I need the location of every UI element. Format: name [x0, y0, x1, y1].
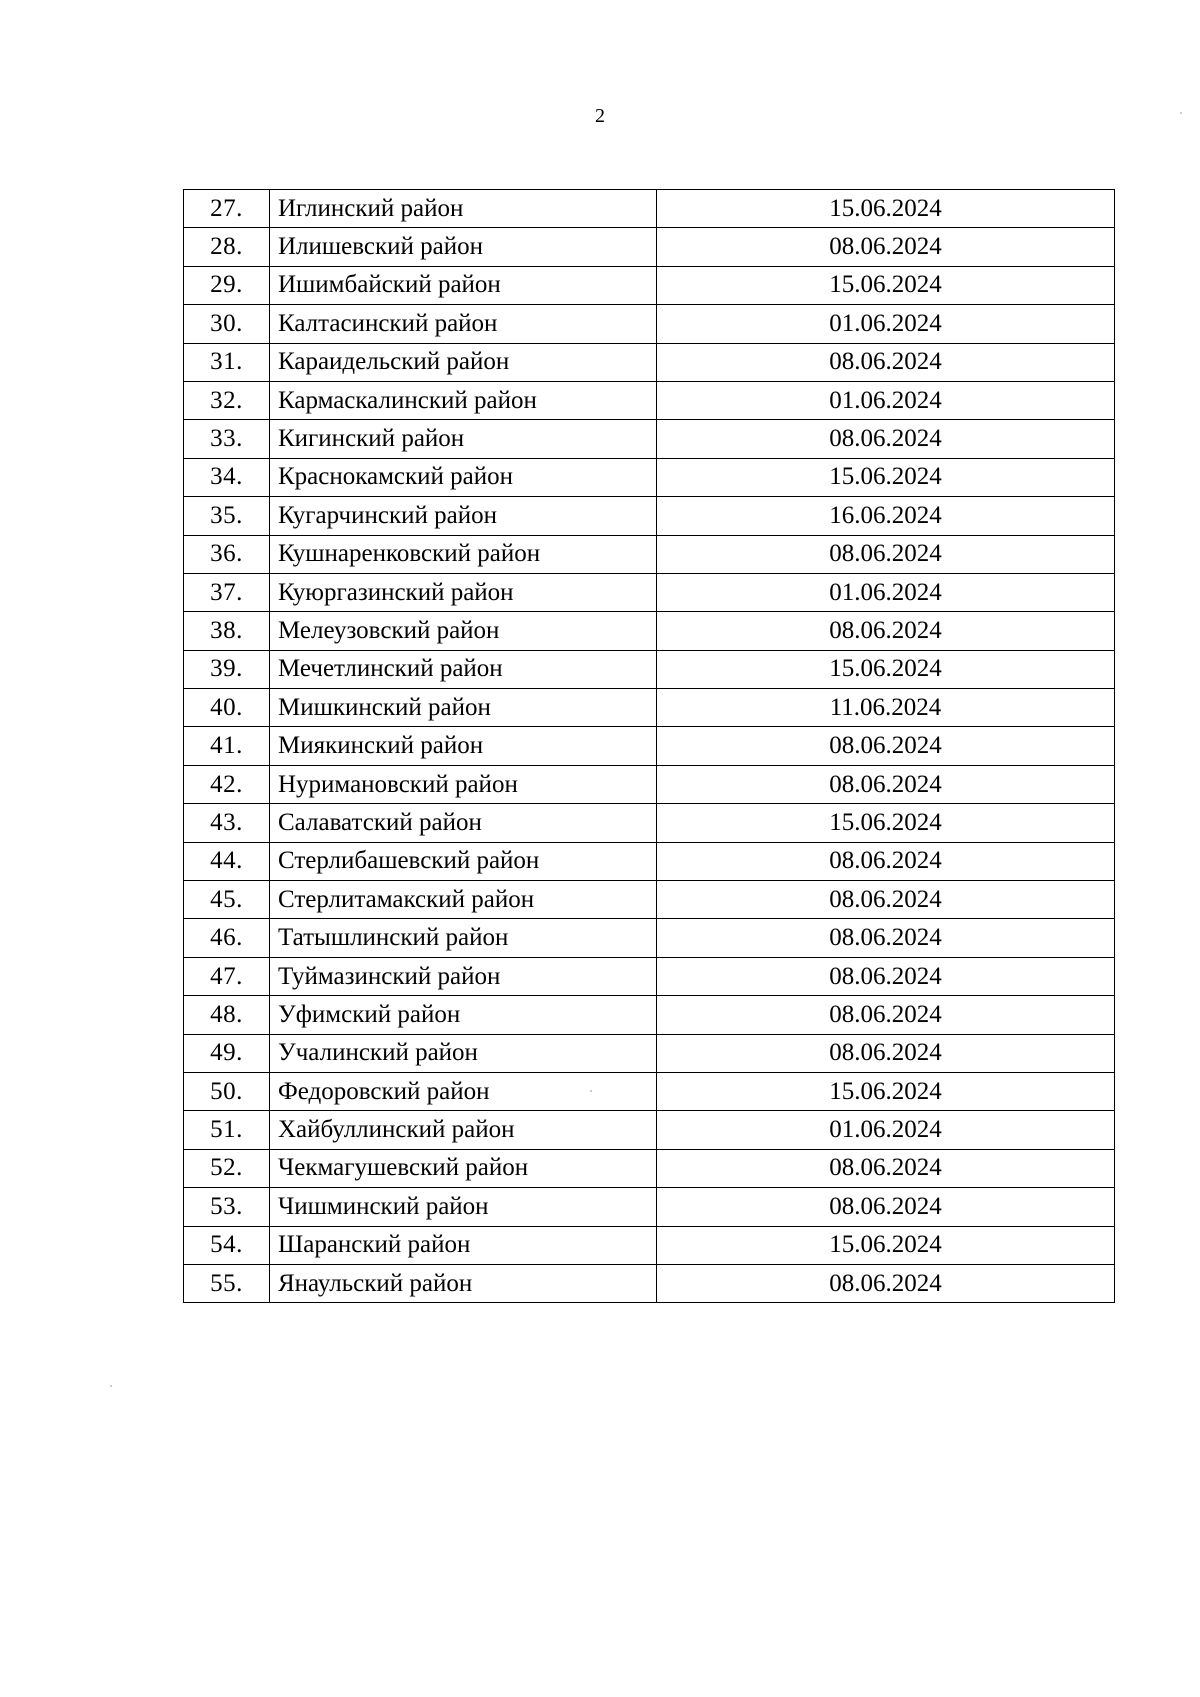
district-name: Чишминский район [270, 1188, 657, 1226]
district-name: Мишкинский район [270, 689, 657, 727]
row-number: 35. [184, 497, 270, 535]
district-name: Янаульский район [270, 1264, 657, 1302]
event-date: 15.06.2024 [657, 458, 1115, 496]
page-number: 2 [595, 105, 605, 127]
table-row [184, 919, 1115, 957]
event-date: 08.06.2024 [657, 765, 1115, 803]
district-name: Миякинский район [270, 727, 657, 765]
district-name: Шаранский район [270, 1226, 657, 1264]
table-row [184, 1264, 1115, 1302]
row-number: 48. [184, 996, 270, 1034]
row-number: 32. [184, 381, 270, 419]
table-row [184, 842, 1115, 880]
district-name: Краснокамский район [270, 458, 657, 496]
event-date: 08.06.2024 [657, 1149, 1115, 1187]
table-row [184, 996, 1115, 1034]
event-date: 08.06.2024 [657, 535, 1115, 573]
row-number: 34. [184, 458, 270, 496]
event-date: 08.06.2024 [657, 343, 1115, 381]
row-number: 36. [184, 535, 270, 573]
row-number: 28. [184, 228, 270, 266]
table-row [184, 1072, 1115, 1110]
district-name: Мечетлинский район [270, 650, 657, 688]
event-date: 08.06.2024 [657, 957, 1115, 995]
row-number: 54. [184, 1226, 270, 1264]
scan-speck [110, 1385, 112, 1387]
district-name: Кушнаренковский район [270, 535, 657, 573]
row-number: 50. [184, 1072, 270, 1110]
event-date: 15.06.2024 [657, 1072, 1115, 1110]
table-row [184, 1111, 1115, 1149]
row-number: 47. [184, 957, 270, 995]
district-name: Салаватский район [270, 804, 657, 842]
event-date: 01.06.2024 [657, 573, 1115, 611]
event-date: 16.06.2024 [657, 497, 1115, 535]
event-date: 15.06.2024 [657, 1226, 1115, 1264]
district-name: Федоровский район [270, 1072, 657, 1110]
district-name: Хайбуллинский район [270, 1111, 657, 1149]
district-name: Кигинский район [270, 420, 657, 458]
district-name: Уфимский район [270, 996, 657, 1034]
table-row [184, 612, 1115, 650]
scan-speck [590, 1090, 592, 1092]
district-name: Ишимбайский район [270, 266, 657, 304]
table-row [184, 881, 1115, 919]
event-date: 08.06.2024 [657, 919, 1115, 957]
table-row [184, 381, 1115, 419]
row-number: 38. [184, 612, 270, 650]
district-name: Учалинский район [270, 1034, 657, 1072]
table-row [184, 957, 1115, 995]
table-row [184, 420, 1115, 458]
table-row [184, 535, 1115, 573]
row-number: 29. [184, 266, 270, 304]
row-number: 46. [184, 919, 270, 957]
table-row [184, 266, 1115, 304]
row-number: 49. [184, 1034, 270, 1072]
event-date: 08.06.2024 [657, 612, 1115, 650]
event-date: 15.06.2024 [657, 190, 1115, 228]
district-name: Стерлибашевский район [270, 842, 657, 880]
event-date: 01.06.2024 [657, 1111, 1115, 1149]
row-number: 31. [184, 343, 270, 381]
scan-speck [1180, 112, 1182, 114]
event-date: 11.06.2024 [657, 689, 1115, 727]
row-number: 30. [184, 305, 270, 343]
district-schedule-table [183, 189, 1115, 1303]
district-name: Куюргазинский район [270, 573, 657, 611]
row-number: 45. [184, 881, 270, 919]
event-date: 08.06.2024 [657, 881, 1115, 919]
district-name: Нуримановский район [270, 765, 657, 803]
table-row [184, 1149, 1115, 1187]
event-date: 08.06.2024 [657, 727, 1115, 765]
row-number: 41. [184, 727, 270, 765]
event-date: 08.06.2024 [657, 996, 1115, 1034]
district-name: Чекмагушевский район [270, 1149, 657, 1187]
table-row [184, 727, 1115, 765]
event-date: 08.06.2024 [657, 1264, 1115, 1302]
event-date: 01.06.2024 [657, 381, 1115, 419]
table-row [184, 765, 1115, 803]
district-name: Туймазинский район [270, 957, 657, 995]
table-row [184, 190, 1115, 228]
district-name: Стерлитамакский район [270, 881, 657, 919]
table-row [184, 343, 1115, 381]
row-number: 51. [184, 1111, 270, 1149]
table-row [184, 1188, 1115, 1226]
district-name: Калтасинский район [270, 305, 657, 343]
event-date: 08.06.2024 [657, 228, 1115, 266]
event-date: 15.06.2024 [657, 804, 1115, 842]
district-name: Караидельский район [270, 343, 657, 381]
event-date: 08.06.2024 [657, 1188, 1115, 1226]
event-date: 08.06.2024 [657, 420, 1115, 458]
row-number: 39. [184, 650, 270, 688]
district-name: Иглинский район [270, 190, 657, 228]
district-name: Татышлинский район [270, 919, 657, 957]
district-name: Кугарчинский район [270, 497, 657, 535]
event-date: 08.06.2024 [657, 1034, 1115, 1072]
district-name: Илишевский район [270, 228, 657, 266]
district-name: Мелеузовский район [270, 612, 657, 650]
row-number: 40. [184, 689, 270, 727]
table-row [184, 305, 1115, 343]
event-date: 01.06.2024 [657, 305, 1115, 343]
table-row [184, 804, 1115, 842]
district-name: Кармаскалинский район [270, 381, 657, 419]
row-number: 55. [184, 1264, 270, 1302]
event-date: 15.06.2024 [657, 266, 1115, 304]
row-number: 27. [184, 190, 270, 228]
row-number: 33. [184, 420, 270, 458]
table-row [184, 458, 1115, 496]
row-number: 43. [184, 804, 270, 842]
table-row [184, 650, 1115, 688]
event-date: 15.06.2024 [657, 650, 1115, 688]
table-body [184, 190, 1115, 1303]
row-number: 42. [184, 765, 270, 803]
row-number: 53. [184, 1188, 270, 1226]
table-row [184, 689, 1115, 727]
table-row [184, 497, 1115, 535]
event-date: 08.06.2024 [657, 842, 1115, 880]
table-row [184, 228, 1115, 266]
table-row [184, 1034, 1115, 1072]
table-row [184, 1226, 1115, 1264]
row-number: 37. [184, 573, 270, 611]
table-row [184, 573, 1115, 611]
row-number: 44. [184, 842, 270, 880]
row-number: 52. [184, 1149, 270, 1187]
